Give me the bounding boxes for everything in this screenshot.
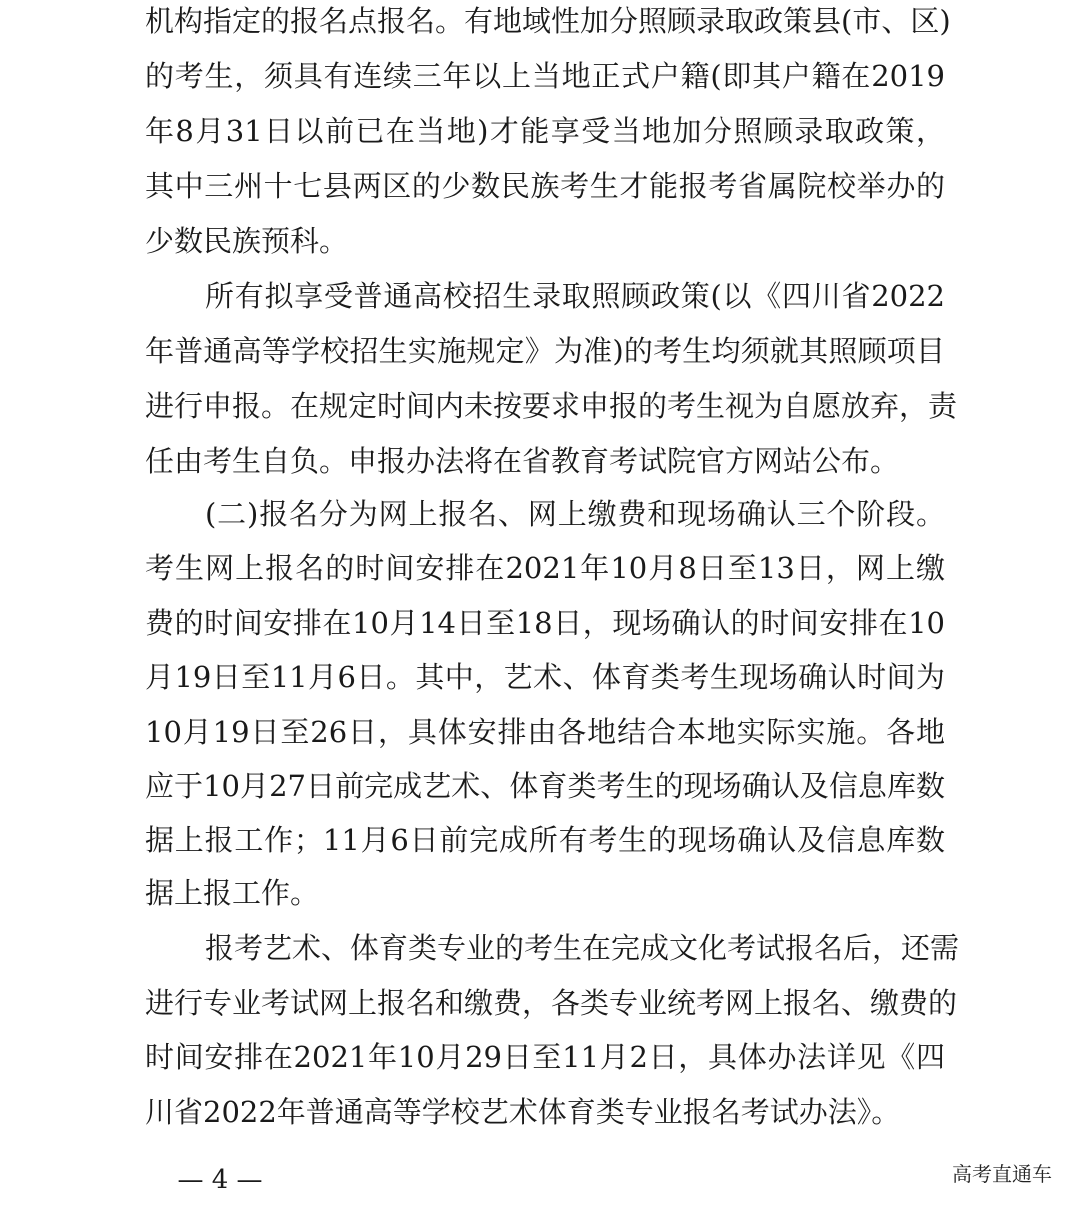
paragraph-4-line-1: 报考艺术、体育类专业的考生在完成文化考试报名后，还需 bbox=[205, 931, 960, 965]
paragraph-1-line-1: 机构指定的报名点报名。有地域性加分照顾录取政策县(市、区) bbox=[145, 4, 951, 38]
paragraph-3-line-7: 据上报工作；11月6日前完成所有考生的现场确认及信息库数 bbox=[145, 823, 945, 857]
paragraph-2-line-2: 年普通高等学校招生实施规定》为准)的考生均须就其照顾项目 bbox=[145, 334, 945, 368]
paragraph-3-line-1: (二)报名分为网上报名、网上缴费和现场确认三个阶段。 bbox=[205, 497, 945, 531]
paragraph-1-line-5: 少数民族预科。 bbox=[145, 224, 349, 258]
paragraph-2-line-4: 任由考生自负。申报办法将在省教育考试院官方网站公布。 bbox=[145, 444, 900, 478]
paragraph-3-line-3: 费的时间安排在10月14日至18日，现场确认的时间安排在10 bbox=[145, 606, 945, 640]
paragraph-4-line-3: 时间安排在2021年10月29日至11月2日，具体办法详见《四 bbox=[145, 1040, 945, 1074]
paragraph-4-line-2: 进行专业考试网上报名和缴费，各类专业统考网上报名、缴费的 bbox=[145, 986, 958, 1020]
paragraph-2-line-3: 进行申报。在规定时间内未按要求申报的考生视为自愿放弃，责 bbox=[145, 389, 958, 423]
paragraph-3-line-8: 据上报工作。 bbox=[145, 876, 320, 910]
paragraph-1-line-4: 其中三州十七县两区的少数民族考生才能报考省属院校举办的 bbox=[145, 169, 945, 203]
paragraph-3-line-2: 考生网上报名的时间安排在2021年10月8日至13日，网上缴 bbox=[145, 551, 945, 585]
paragraph-4-line-4: 川省2022年普通高等学校艺术体育类专业报名考试办法》。 bbox=[145, 1095, 901, 1129]
watermark-text: 高考直通车 bbox=[952, 1162, 1052, 1186]
paragraph-3-line-5: 10月19日至26日，具体安排由各地结合本地实际实施。各地 bbox=[145, 715, 945, 749]
paragraph-3-line-6: 应于10月27日前完成艺术、体育类考生的现场确认及信息库数 bbox=[145, 769, 945, 803]
page-number: — 4 — bbox=[177, 1165, 263, 1195]
paragraph-3-line-4: 月19日至11月6日。其中，艺术、体育类考生现场确认时间为 bbox=[145, 660, 945, 694]
paragraph-2-line-1: 所有拟享受普通高校招生录取照顾政策(以《四川省2022 bbox=[205, 279, 945, 313]
paragraph-1-line-2: 的考生，须具有连续三年以上当地正式户籍(即其户籍在2019 bbox=[145, 59, 945, 93]
paragraph-1-line-3: 年8月31日以前已在当地)才能享受当地加分照顾录取政策， bbox=[145, 114, 945, 148]
